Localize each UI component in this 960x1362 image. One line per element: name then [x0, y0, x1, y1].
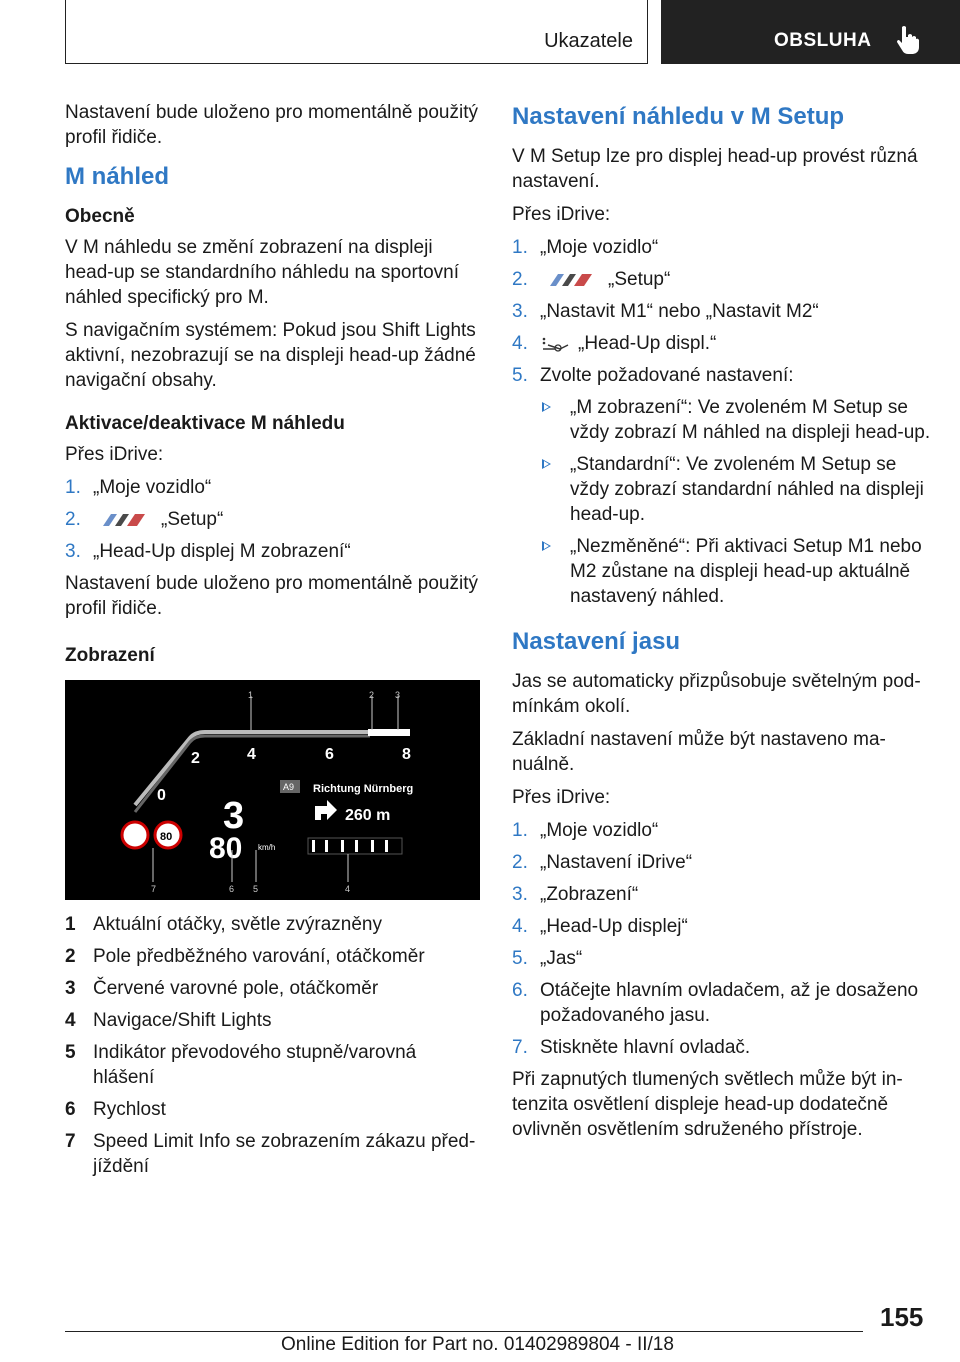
head-up-display-icon	[540, 335, 570, 353]
callout-4: 4	[345, 884, 351, 894]
paragraph-jas-1: Jas se automaticky přizpůsobuje světelným podmínkám okolí.	[512, 671, 921, 717]
no-overtaking-sign	[122, 822, 148, 848]
heading-obecne: Obecně	[65, 206, 135, 227]
options-list	[512, 395, 932, 609]
list-item: 6 Rychlost	[65, 1099, 166, 1120]
list-item: 4. „Head-Up displ.“	[512, 333, 717, 354]
chapter-title: OBSLUHA	[774, 30, 872, 51]
paragraph-obecne-2: S navigačním systémem: Pokud jsou Shift Lights aktivní, nezobrazují se na displeji head-up žádné navigační obsahy.	[65, 320, 476, 391]
list-item: 3 Červené varovné pole, otáčkoměr	[65, 978, 379, 999]
list-item: 2. „Setup“	[512, 269, 671, 290]
paragraph-obecne-1: V M náhledu se změní zobrazení na displeji head-up se standardního náhledu na sportovní náhled specifický pro M.	[65, 237, 460, 308]
setup-steps-list	[512, 235, 932, 388]
triangle-bullet-icon	[542, 402, 551, 412]
legend-list	[65, 912, 480, 1179]
distance-text: 260 m	[345, 807, 391, 824]
paragraph-final: Při zapnutých tlumených světlech může být intenzita osvětlení displeje head-up dodatečně ovlivněn osvětlením sdruženého přístroje.	[512, 1069, 903, 1140]
list-item: 6. Otáčejte hlavním ovladačem, až je dosaženo požadovaného jasu.	[512, 980, 919, 1026]
list-item: „M zobrazení“: Ve zvoleném M Setup se vždy zobrazí M náhled na displeji head-up.	[512, 395, 932, 445]
callout-6: 6	[229, 884, 235, 894]
list-item: 3. „Zobrazení“	[512, 884, 639, 905]
triangle-bullet-icon	[542, 541, 551, 551]
paragraph-saved: Nastavení bude uloženo pro momentálně použitý profil řidiče.	[65, 573, 478, 619]
list-item: 5 Indikátor převodového stupně/varovná hlášení	[65, 1042, 417, 1088]
intro-paragraph: Nastavení bude uloženo pro momentálně použitý profil řidiče.	[65, 102, 478, 148]
right-column	[512, 100, 932, 1150]
header-section-box	[65, 0, 648, 64]
direction-text: Richtung Nürnberg	[313, 783, 414, 795]
list-item: 7 Speed Limit Info se zobrazením zákazu předjíždění	[65, 1131, 476, 1177]
section-title: Ukazatele	[544, 30, 633, 52]
list-item: 4. „Head-Up displej“	[512, 916, 688, 937]
speed-value: 80	[209, 832, 243, 865]
list-item: 2 Pole předběžného varování, otáčkoměr	[65, 946, 425, 967]
brightness-steps-list	[512, 818, 932, 1060]
speed-limit-text: 80	[160, 831, 173, 843]
heading-jas: Nastavení jasu	[512, 628, 681, 655]
callout-2: 2	[369, 690, 375, 700]
paragraph-setup: V M Setup lze pro displej head-up provést různá nastavení.	[512, 146, 918, 192]
heading-m-setup: Nastavení náhledu v M Setup	[512, 103, 845, 130]
list-item: 1. „Moje vozidlo“	[512, 237, 659, 258]
list-item: 2. „Setup“	[65, 509, 224, 530]
chapter-tab	[661, 0, 960, 64]
callout-1: 1	[248, 690, 254, 700]
scale-4: 4	[247, 746, 256, 763]
footer-edition: Online Edition for Part no. 01402989804 - II/18	[281, 1334, 674, 1355]
list-item: 7. Stiskněte hlavní ovladač.	[512, 1037, 751, 1058]
scale-2: 2	[191, 750, 200, 767]
speed-unit: km/h	[258, 843, 276, 852]
list-item: 5. „Jas“	[512, 948, 583, 969]
callout-5: 5	[253, 884, 259, 894]
paragraph-idrive-2: Přes iDrive:	[512, 787, 611, 808]
list-item: „Standardní“: Ve zvoleném M Setup se vždy zobrazí standardní náhled na displeji head-up.	[512, 452, 932, 527]
heading-aktivace: Aktivace/deaktivace M náhledu	[65, 413, 345, 434]
callout-3: 3	[395, 690, 401, 700]
scale-6: 6	[325, 746, 334, 763]
road-badge: A9	[283, 782, 295, 792]
m-view-hud-figure	[65, 680, 480, 900]
page-number: 155	[880, 1302, 924, 1332]
list-item: 3. „Nastavit M1“ nebo „Nastavit M2“	[512, 301, 819, 322]
pointing-hand-icon	[895, 24, 921, 54]
steps-list	[65, 475, 480, 564]
list-item: 3. „Head-Up displej M zobrazení“	[65, 541, 351, 562]
list-item: 2. „Nastavení iDrive“	[512, 852, 693, 873]
heading-zobrazeni: Zobrazení	[65, 645, 155, 666]
triangle-bullet-icon	[542, 459, 551, 469]
left-column	[65, 100, 480, 1186]
gear-indicator: 3	[223, 795, 245, 837]
list-item: 5. Zvolte požadované nastavení:	[512, 365, 794, 386]
paragraph-jas-2: Základní nastavení může být nastaveno manuálně.	[512, 729, 886, 775]
heading-m-nahled: M náhled	[65, 163, 170, 190]
scale-0: 0	[157, 787, 166, 804]
paragraph-idrive: Přes iDrive:	[512, 204, 611, 225]
list-item: 4 Navigace/Shift Lights	[65, 1010, 272, 1031]
callout-7: 7	[151, 884, 157, 894]
footer-divider	[65, 1331, 863, 1332]
list-item: „Nezměněné“: Při aktivaci Setup M1 nebo M2 zůstane na displeji head-up aktuálně nastavený náhled.	[512, 534, 932, 609]
list-item: 1. „Moje vozidlo“	[512, 820, 659, 841]
list-item: 1 Aktuální otáčky, světle zvýrazněny	[65, 914, 382, 935]
m-setup-icon	[101, 513, 147, 527]
m-setup-icon	[548, 273, 594, 287]
list-item: 1. „Moje vozidlo“	[65, 477, 212, 498]
paragraph-idrive: Přes iDrive:	[65, 444, 164, 465]
scale-8: 8	[402, 746, 411, 763]
